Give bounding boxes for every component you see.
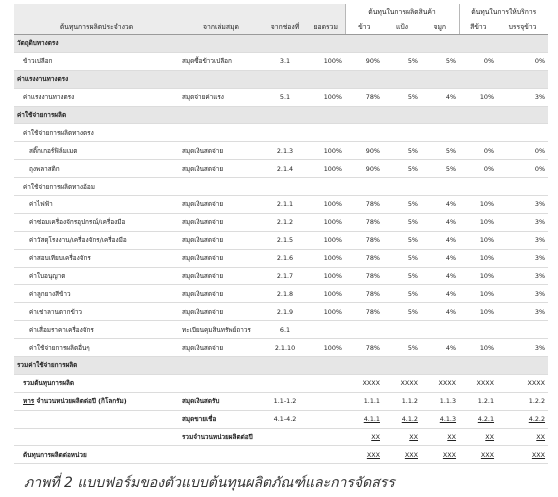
cell-book: สมุดเงินสดจ่าย: [182, 307, 224, 316]
cell-packing: 0%: [534, 164, 546, 173]
cell-packing: 3%: [534, 236, 546, 245]
cell-rice: 78%: [365, 218, 380, 227]
sales-book: สมุดขายเชื่อ: [182, 415, 217, 424]
cell-sago: 4%: [445, 218, 457, 227]
cell-book: สมุดเงินสดจ่าย: [182, 272, 224, 281]
cell-milling: 0%: [483, 57, 495, 66]
cell-ref: 2.1.8: [276, 289, 294, 298]
sales-rice: 4.1.1: [363, 415, 380, 424]
header-row-2: [14, 19, 548, 35]
row-label: ค่าใช้จ่ายการผลิตทางอ้อม: [23, 182, 95, 191]
cell-packing: 3%: [534, 343, 546, 352]
cost-table: [14, 4, 548, 464]
units-milling: XX: [485, 433, 495, 442]
table-row: [14, 213, 548, 231]
row-label: ค่าใช้จ่ายการผลิตอื่นๆ: [29, 343, 90, 352]
total-cost-rice: XXXX: [362, 379, 380, 388]
cell-book: สมุดซื้อข้าวเปลือก: [182, 57, 232, 66]
cell-rice: 78%: [365, 93, 380, 102]
cell-flour: 5%: [407, 307, 418, 316]
cell-milling: 10%: [479, 272, 495, 281]
cell-flour: 5%: [407, 272, 418, 281]
total-cost-milling: XXXX: [476, 379, 495, 388]
cell-sago: 4%: [445, 236, 457, 245]
cell-total: 100%: [323, 93, 342, 102]
row-label: ถุงพลาสติก: [29, 164, 60, 173]
row-label: วัตถุดิบทางตรง: [17, 39, 59, 48]
total-cost-flour: XXXX: [400, 379, 418, 388]
cell-packing: 3%: [534, 307, 546, 316]
cell-sago: 4%: [445, 307, 457, 316]
cell-milling: 0%: [483, 164, 495, 173]
cell-packing: 3%: [534, 200, 546, 209]
subsection-row: [14, 124, 548, 142]
cell-book: สมุดเงินสดจ่าย: [182, 200, 224, 209]
cell-sago: 4%: [445, 272, 457, 281]
total-overhead-label: รวมค่าใช้จ่ายการผลิต: [17, 361, 78, 370]
figure-caption: ภาพที่ 2 แบบฟอร์มของตัวแบบต้นทุนผลิตภัณฑ์และการจัดสรร: [24, 475, 395, 491]
cell-book: สมุดเงินสดจ่าย: [182, 146, 224, 155]
subsection-row: [14, 178, 548, 196]
table-row: [14, 196, 548, 214]
row-label: ค่าซ่อมเครื่องจักรอุปกรณ์/เครื่องมือ: [29, 218, 126, 227]
cell-total: 100%: [323, 289, 342, 298]
cell-packing: 3%: [534, 272, 546, 281]
cell-flour: 5%: [407, 343, 418, 352]
col-header-rice: ข้าว: [345, 19, 383, 35]
sales-packing: 4.2.2: [528, 415, 546, 424]
cell-total: 100%: [323, 164, 342, 173]
cell-book: สมุดเงินสดจ่าย: [182, 254, 224, 263]
total-cost-packing: XXXX: [527, 379, 546, 388]
unit-cost-flour: XXX: [404, 450, 418, 459]
section-row: [14, 70, 548, 88]
cell-total: 100%: [323, 343, 342, 352]
header-row-1: [14, 4, 548, 19]
cell-total: 100%: [323, 146, 342, 155]
cell-milling: 10%: [479, 236, 495, 245]
cash-rice: 1.1.1: [363, 397, 380, 406]
cash-flour: 1.1.2: [401, 397, 418, 406]
cell-flour: [383, 321, 421, 339]
cell-packing: 0%: [534, 57, 546, 66]
cell-sago: 5%: [445, 164, 457, 173]
table-row: [14, 231, 548, 249]
cell-ref: 2.1.9: [276, 307, 294, 316]
cell-total: 100%: [323, 236, 342, 245]
divide-label: [14, 392, 179, 410]
table-row: [14, 249, 548, 267]
cell-rice: 78%: [365, 272, 380, 281]
cell-packing: 3%: [534, 254, 546, 263]
cost-form: [14, 4, 548, 464]
cash-book: สมุดเงินสดรับ: [182, 397, 220, 406]
cell-total: 100%: [323, 307, 342, 316]
cell-flour: 5%: [407, 289, 418, 298]
cell-flour: 5%: [407, 254, 418, 263]
cell-total: 100%: [323, 218, 342, 227]
row-label: ค่าวัสดุโรงงาน/เครื่องจักร/เครื่องมือ: [29, 236, 127, 245]
cell-flour: 5%: [407, 146, 418, 155]
col-header-milling: สีข้าว: [459, 19, 497, 35]
table-row: [14, 321, 548, 339]
unit-cost-label: ต้นทุนการผลิตต่อหน่วย: [23, 450, 87, 459]
cell-milling: 10%: [479, 254, 495, 263]
cell-book: สมุดจ่ายค่าแรง: [182, 93, 224, 102]
cell-packing: [497, 321, 548, 339]
cell-milling: 10%: [479, 343, 495, 352]
cell-ref: 2.1.5: [276, 236, 294, 245]
row-label: ค่าแรงงานทางตรง: [23, 93, 75, 102]
cell-rice: 78%: [365, 289, 380, 298]
cell-flour: 5%: [407, 218, 418, 227]
cash-packing: 1.2.2: [528, 397, 546, 406]
col-header-sago: จมูก: [421, 19, 459, 35]
row-label: ค่าลูกยางสีข้าว: [29, 289, 71, 298]
cell-packing: 3%: [534, 289, 546, 298]
cell-ref: 6.1: [279, 325, 291, 334]
cell-ref: 2.1.4: [276, 164, 294, 173]
cell-packing: 3%: [534, 93, 546, 102]
cell-rice: 78%: [365, 343, 380, 352]
cell-total: 100%: [323, 200, 342, 209]
total-cost-row: [14, 374, 548, 392]
section-row: [14, 106, 548, 124]
table-row: [14, 88, 548, 106]
cell-ref: 2.1.10: [274, 343, 296, 352]
cell-sago: 5%: [445, 146, 457, 155]
cell-milling: 10%: [479, 218, 495, 227]
cell-flour: 5%: [407, 200, 418, 209]
total-cost-label: รวมต้นทุนการผลิต: [23, 379, 75, 388]
cell-flour: 5%: [407, 57, 418, 66]
sales-flour: 4.1.2: [401, 415, 418, 424]
cash-milling: 1.2.1: [477, 397, 495, 406]
table-row: [14, 339, 548, 357]
col-header-ref: จากช่องที่: [263, 19, 307, 35]
cell-packing: 3%: [534, 218, 546, 227]
cell-total: [307, 321, 345, 339]
unit-cost-row: [14, 446, 548, 464]
cell-ref: 3.1: [279, 57, 291, 66]
col-header-book: จากเล่มสมุด: [179, 19, 263, 35]
row-label: ค่าแรงงานทางตรง: [17, 75, 69, 84]
table-row: [14, 160, 548, 178]
col-header-flour: แป้ง: [383, 19, 421, 35]
cell-book: สมุดเงินสดจ่าย: [182, 164, 224, 173]
sales-sago: 4.1.3: [439, 415, 457, 424]
cell-book: ทะเบียนคุมสินทรัพย์ถาวร: [182, 325, 251, 334]
unit-cost-packing: XXX: [531, 450, 546, 459]
cell-sago: 4%: [445, 343, 457, 352]
table-row: [14, 285, 548, 303]
cell-rice: [345, 321, 383, 339]
cell-total: 100%: [323, 254, 342, 263]
cell-ref: 2.1.1: [276, 200, 294, 209]
sales-milling: 4.2.1: [477, 415, 495, 424]
row-label: ค่าใช้จ่ายการผลิต: [17, 111, 67, 119]
unit-cost-rice: XXX: [366, 450, 380, 459]
cell-ref: 5.1: [279, 93, 291, 102]
cell-milling: [459, 321, 497, 339]
cell-packing: 0%: [534, 146, 546, 155]
cell-ref: 2.1.6: [276, 254, 294, 263]
cash-ref: 1.1-1.2: [273, 397, 297, 406]
cell-sago: 4%: [445, 289, 457, 298]
row-label: สติ๊กเกอร์ฟิล์มเมต: [29, 146, 78, 155]
cell-rice: 78%: [365, 307, 380, 316]
table-row: [14, 142, 548, 160]
cell-flour: 5%: [407, 164, 418, 173]
units-total-row: [14, 428, 548, 446]
unit-cost-sago: XXX: [442, 450, 457, 459]
cell-ref: 2.1.7: [276, 272, 294, 281]
cell-sago: 4%: [445, 93, 457, 102]
row-label: ค่าเสื่อมราคาเครื่องจักร: [29, 325, 94, 334]
sales-row: [14, 410, 548, 428]
cell-flour: 5%: [407, 93, 418, 102]
cell-rice: 90%: [365, 57, 380, 66]
divide-cash-row: [14, 392, 548, 410]
col-header-total: ยอดรวม: [307, 19, 345, 35]
cell-flour: 5%: [407, 236, 418, 245]
table-row: [14, 52, 548, 70]
cell-milling: 0%: [483, 146, 495, 155]
units-rice: XX: [371, 433, 380, 442]
cell-ref: 2.1.2: [276, 218, 294, 227]
cell-book: สมุดเงินสดจ่าย: [182, 236, 224, 245]
cell-ref: 2.1.3: [276, 146, 294, 155]
section-row: [14, 35, 548, 53]
col-header-packing: บรรจุข้าว: [497, 19, 548, 35]
row-label: ค่าใบอนุญาต: [29, 272, 66, 281]
cell-milling: 10%: [479, 93, 495, 102]
cell-sago: 5%: [445, 57, 457, 66]
cell-rice: 90%: [365, 164, 380, 173]
units-packing: XX: [536, 433, 546, 442]
divide-word: หาร: [23, 397, 35, 406]
cell-sago: 4%: [445, 200, 457, 209]
group-service-header: ต้นทุนในการให้บริการ: [459, 4, 548, 19]
table-row: [14, 267, 548, 285]
cell-book: สมุดเงินสดจ่าย: [182, 343, 224, 352]
cell-rice: 78%: [365, 200, 380, 209]
col-header-cost-item: ต้นทุนการผลิตประจำงวด: [14, 19, 179, 35]
cell-total: 100%: [323, 57, 342, 66]
group-production-header: ต้นทุนในการผลิตสินค้า: [345, 4, 459, 19]
cell-book: สมุดเงินสดจ่าย: [182, 218, 224, 227]
cell-total: 100%: [323, 272, 342, 281]
row-label: ข้าวเปลือก: [23, 57, 53, 66]
total-cost-sago: XXXX: [438, 379, 457, 388]
row-label: ค่าใช้จ่ายการผลิตทางตรง: [23, 128, 94, 137]
row-label: ค่าไฟฟ้า: [29, 200, 53, 209]
row-label: ค่าสอบเทียบเครื่องจักร: [29, 254, 91, 263]
cell-rice: 90%: [365, 146, 380, 155]
cell-book: สมุดเงินสดจ่าย: [182, 289, 224, 298]
cell-milling: 10%: [479, 289, 495, 298]
unit-cost-milling: XXX: [480, 450, 495, 459]
units-total-label: รวมจำนวนหน่วยผลิตต่อปี: [182, 433, 253, 442]
cell-rice: 78%: [365, 236, 380, 245]
cell-milling: 10%: [479, 307, 495, 316]
table-row: [14, 303, 548, 321]
cash-sago: 1.1.3: [439, 397, 457, 406]
cell-milling: 10%: [479, 200, 495, 209]
units-sago: XX: [447, 433, 457, 442]
divide-rest: จำนวนหน่วยผลิตต่อปี (กิโลกรัม): [34, 397, 127, 406]
units-flour: XX: [409, 433, 418, 442]
row-label: ค่าเช่าลานตากข้าว: [29, 307, 83, 316]
total-overhead-row: [14, 357, 548, 375]
cell-sago: [421, 321, 459, 339]
cell-sago: 4%: [445, 254, 457, 263]
cell-rice: 78%: [365, 254, 380, 263]
sales-ref: 4.1-4.2: [273, 415, 297, 424]
